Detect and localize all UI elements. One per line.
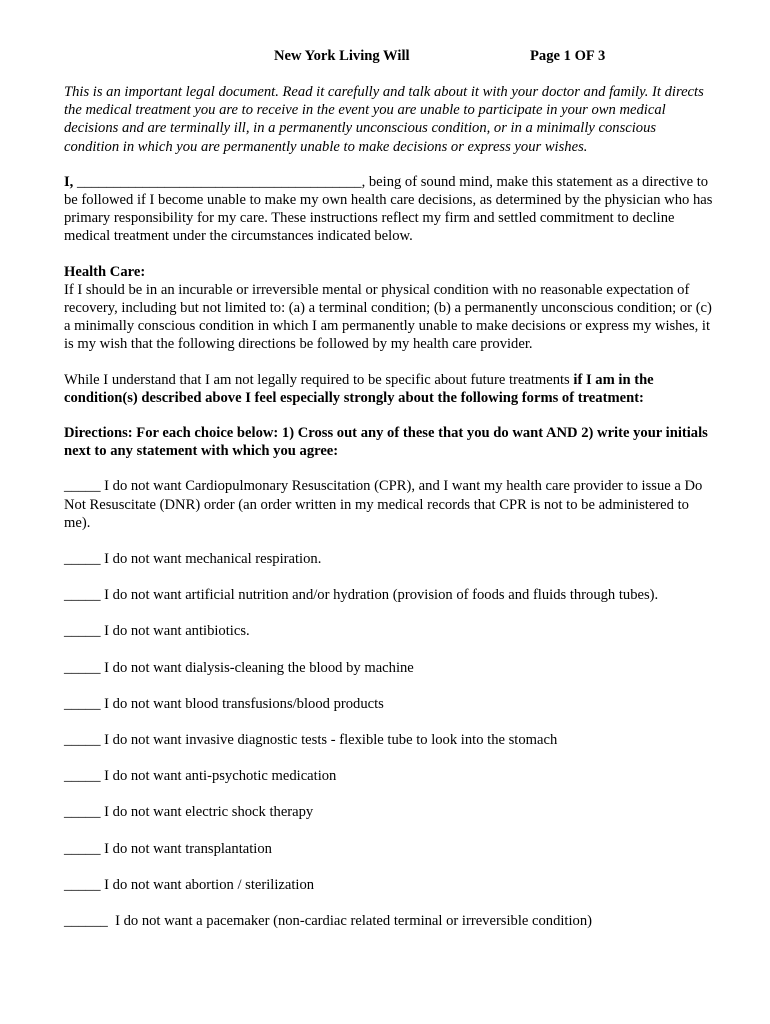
initials-blank[interactable]: _____ — [64, 732, 101, 749]
intro-paragraph: This is an important legal document. Read it carefully and talk about it with your doctor and family. It directs the medical treatment you are to receive in the event you are unable to participate in your own medical decisions and are terminally ill, in a permanently unconscious condition, or in a minimally conscious condition in which you are permanently unable to make decisions or express your wishes. — [64, 84, 704, 155]
statement-lead: I, — [64, 173, 74, 190]
health-care-text: If I should be in an incurable or irreversible mental or physical condition with no reasonable expectation of recovery, including but not limited to: (a) a terminal condition; (b) a permanently unconscious condition; or (c) a minimally conscious condition in which I am permanently unable to make decisions or express my wishes, it is my wish that the following directions be followed by my health care provider. — [64, 281, 712, 353]
understand-paragraph — [64, 371, 714, 407]
initials-blank[interactable]: ______ — [64, 913, 108, 930]
treatment-choice-text: I do not want a pacemaker (non-cardiac related terminal or irreversible condition) — [107, 913, 592, 930]
treatment-choice-item — [64, 550, 714, 568]
treatment-choice-list — [64, 477, 714, 930]
initials-blank[interactable]: _____ — [64, 587, 101, 604]
treatment-choice-item — [64, 840, 714, 858]
treatment-choice-text: I do not want electric shock therapy — [100, 804, 314, 821]
treatment-choice-text: I do not want mechanical respiration. — [100, 551, 322, 568]
health-care-section — [64, 263, 714, 354]
initials-blank[interactable]: _____ — [64, 623, 101, 640]
statement-text: , being of sound mind, make this statement as a directive to be followed if I become unable to make my own health care decisions, as determined by the physician who has primary responsibility for my care. These instructions reflect my firm and settled commitment to decline medical treatment under the circumstances indicated below. — [64, 173, 713, 245]
treatment-choice-text: I do not want Cardiopulmonary Resuscitation (CPR), and I want my health care provider to issue a Do Not Resuscitate (DNR) order (an order written in my medical records that CPR is not to be administered to me). — [64, 478, 703, 531]
initials-blank[interactable]: _____ — [64, 876, 101, 893]
page-header — [0, 47, 770, 67]
directions-paragraph: Directions: For each choice below: 1) Cross out any of these that you do want AND 2) write your initials next to any statement with which you agree: — [64, 425, 708, 460]
initials-blank[interactable]: _____ — [64, 551, 101, 568]
document-body — [64, 83, 714, 948]
understand-text: While I understand that I am not legally required to be specific about future treatments — [64, 371, 574, 388]
treatment-choice-item — [64, 695, 714, 713]
initials-blank[interactable]: _____ — [64, 840, 101, 857]
statement-paragraph — [64, 173, 714, 246]
treatment-choice-text: I do not want dialysis-cleaning the blood by machine — [100, 659, 414, 676]
treatment-choice-text: I do not want artificial nutrition and/or hydration (provision of foods and fluids through tubes). — [100, 587, 659, 604]
treatment-choice-text: I do not want antibiotics. — [100, 623, 250, 640]
treatment-choice-text: I do not want blood transfusions/blood products — [100, 695, 384, 712]
treatment-choice-item — [64, 586, 714, 604]
treatment-choice-item — [64, 731, 714, 749]
health-care-heading: Health Care: — [64, 263, 146, 280]
name-blank-line[interactable]: _______________________________________ — [76, 173, 362, 190]
treatment-choice-item — [64, 622, 714, 640]
treatment-choice-text: I do not want invasive diagnostic tests - flexible tube to look into the stomach — [100, 732, 558, 749]
treatment-choice-item — [64, 767, 714, 785]
initials-blank[interactable]: _____ — [64, 804, 101, 821]
initials-blank[interactable]: _____ — [64, 695, 101, 712]
initials-blank[interactable]: _____ — [64, 659, 101, 676]
treatment-choice-item — [64, 659, 714, 677]
treatment-choice-item — [64, 876, 714, 894]
treatment-choice-text: I do not want abortion / sterilization — [100, 876, 315, 893]
treatment-choice-item — [64, 912, 714, 930]
treatment-choice-item — [64, 803, 714, 821]
treatment-choice-text: I do not want anti-psychotic medication — [100, 768, 337, 785]
understand-bold-text: if I am in the condition(s) described above I feel especially strongly about the following forms of treatment: — [64, 371, 654, 406]
treatment-choice-item — [64, 477, 714, 532]
initials-blank[interactable]: _____ — [64, 478, 101, 495]
page-number: Page 1 OF 3 — [530, 48, 606, 64]
document-title: New York Living Will — [274, 48, 410, 64]
treatment-choice-text: I do not want transplantation — [100, 840, 272, 857]
initials-blank[interactable]: _____ — [64, 768, 101, 785]
